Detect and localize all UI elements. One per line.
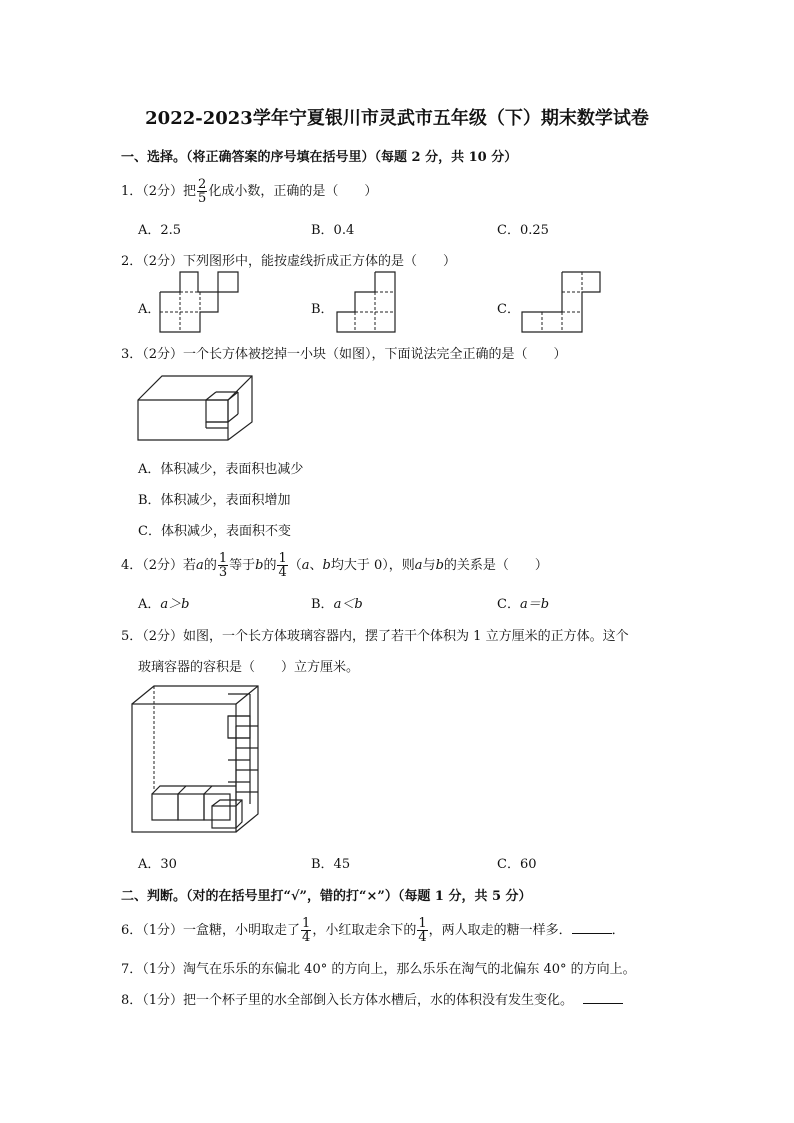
- q8-text: 8．（1分）把一个杯子里的水全部倒入长方体水槽后，水的体积没有发生变化。: [121, 993, 574, 1008]
- q4-frac2-den: 4: [278, 565, 287, 580]
- q4-var-a-3: a: [414, 558, 423, 573]
- q4-option-a-label: A．: [138, 597, 161, 612]
- q4-fraction-1: [218, 552, 228, 579]
- q4-option-c-label: C．: [497, 597, 520, 612]
- q4-var-b-2: b: [322, 558, 331, 573]
- q4-part-5: （: [288, 558, 302, 573]
- q4-option-a: [138, 593, 189, 612]
- q1-frac-num: 2: [198, 177, 207, 192]
- question-6: [121, 917, 625, 944]
- q1-suffix: 化成小数，正确的是（ ）: [208, 184, 378, 199]
- q3-option-a: A．体积减少，表面积也减少: [138, 462, 304, 477]
- q6-part-2: ，小红取走余下的: [312, 923, 417, 938]
- q4-option-c: [497, 593, 549, 612]
- q4-option-b-label: B．: [311, 597, 334, 612]
- q1-option-b: B．0.4: [311, 223, 355, 238]
- q1-option-c: C．0.25: [497, 223, 549, 238]
- q3-option-c: C．体积减少，表面积不变: [138, 524, 291, 539]
- q6-fraction-1: [301, 917, 311, 944]
- q6-end: ．: [611, 923, 625, 938]
- q6-frac1-den: 4: [302, 930, 311, 945]
- q4-option-a-expr: a＞b: [160, 597, 190, 612]
- section-1-heading: 一、选择。（将正确答案的序号填在括号里）（每题 2 分，共 10 分）: [121, 150, 518, 165]
- q4-part-2: 的: [203, 558, 217, 573]
- q4-part-4: 的: [263, 558, 277, 573]
- question-5-line-1: 5．（2分）如图，一个长方体玻璃容器内，摆了若干个体积为 1 立方厘米的正方体。这个: [121, 629, 629, 644]
- q4-frac2-num: 1: [278, 551, 287, 566]
- cuboid-cutout-figure: [138, 376, 256, 442]
- q2-label-c: C．: [497, 302, 520, 317]
- q1-option-a: A．2.5: [138, 223, 182, 238]
- q4-part-6: 、: [309, 558, 323, 573]
- q6-part-1: 6．（1分）一盒糖，小明取走了: [121, 923, 301, 938]
- q6-frac2-num: 1: [418, 916, 427, 931]
- q3-option-b: B．体积减少，表面积增加: [138, 493, 291, 508]
- q4-part-3: 等于: [229, 558, 256, 573]
- q1-fraction: [197, 178, 207, 205]
- cube-net-a-figure: [160, 272, 242, 334]
- q4-option-c-expr: a＝b: [519, 597, 550, 612]
- q1-prefix: 1．（2分）把: [121, 184, 197, 199]
- q4-var-b: b: [255, 558, 264, 573]
- q6-answer-blank: [572, 921, 612, 934]
- q4-var-a-2: a: [301, 558, 310, 573]
- q6-part-3: ，两人取走的糖一样多．: [428, 923, 572, 938]
- page-title: 2022-2023学年宁夏银川市灵武市五年级（下）期末数学试卷: [145, 108, 649, 129]
- q4-var-a: a: [196, 558, 204, 573]
- q4-fraction-2: [277, 552, 287, 579]
- q5-option-c: C．60: [497, 857, 537, 872]
- question-1: [121, 178, 377, 205]
- q4-frac1-den: 3: [218, 565, 228, 580]
- q4-part-9: 的关系是（ ）: [443, 558, 548, 573]
- q1-frac-den: 5: [198, 191, 207, 206]
- q4-frac1-num: 1: [218, 551, 228, 566]
- q2-label-a: A．: [138, 302, 161, 317]
- question-3: 3．（2分）一个长方体被挖掉一小块（如图），下面说法完全正确的是（ ）: [121, 347, 567, 362]
- q2-label-b: B．: [311, 302, 334, 317]
- question-2: 2．（2分）下列图形中，能按虚线折成正方体的是（ ）: [121, 254, 457, 269]
- question-8: [121, 989, 623, 1008]
- q4-var-b-3: b: [435, 558, 444, 573]
- q4-option-b-expr: a＜b: [333, 597, 363, 612]
- q4-part-7: 均大于 0），则: [330, 558, 415, 573]
- q4-option-b: [311, 593, 363, 612]
- cube-net-b-figure: [337, 272, 399, 334]
- question-7: 7．（1分）淘气在乐乐的东偏北 40° 的方向上，那么乐乐在淘气的北偏东 40° 的方向上。: [121, 962, 636, 977]
- question-5-line-2: 玻璃容器的容积是（ ）立方厘米。: [138, 660, 360, 675]
- glass-container-figure: [132, 686, 262, 834]
- q6-frac2-den: 4: [418, 930, 427, 945]
- section-2-heading: 二、判断。（对的在括号里打“√”，错的打“×”）（每题 1 分，共 5 分）: [121, 889, 532, 904]
- question-4: [121, 552, 548, 579]
- q4-part-1: 4．（2分）若: [121, 558, 197, 573]
- q8-answer-blank: [583, 991, 623, 1004]
- q6-frac1-num: 1: [302, 916, 311, 931]
- q5-option-a: A．30: [138, 857, 177, 872]
- q4-part-8: 与: [422, 558, 436, 573]
- q6-fraction-2: [417, 917, 427, 944]
- cube-net-c-figure: [522, 272, 604, 334]
- q5-option-b: B．45: [311, 857, 351, 872]
